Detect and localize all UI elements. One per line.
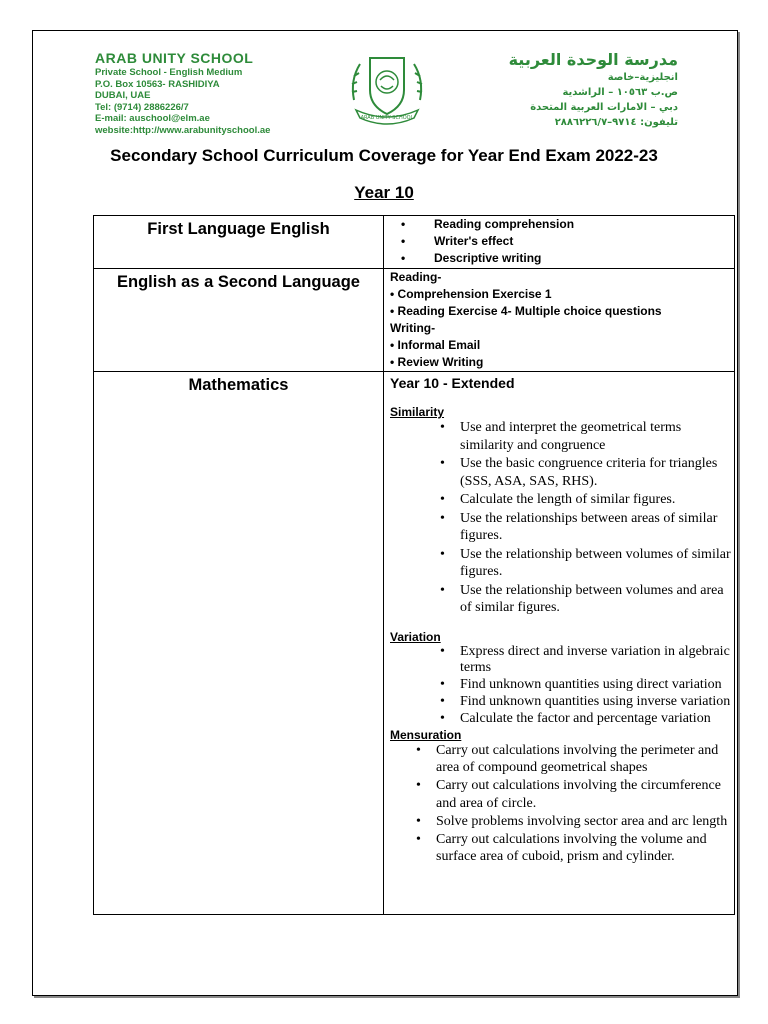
list-item: • Carry out calculations involving the volume and surface area of cuboid, prism and cylinder. [436, 831, 734, 866]
school-name-en: ARAB UNITY SCHOOL [95, 50, 254, 66]
table-row [94, 372, 735, 915]
list-item: • Review Writing [390, 355, 484, 369]
subject-name: First Language English [94, 216, 384, 269]
crest-text: ARAB UNITY SCHOOL [360, 115, 414, 121]
list-item: • Comprehension Exercise 1 [390, 287, 552, 301]
phone-line: Tel: (9714) 2886226/7 [95, 101, 189, 113]
list-item: Writing- [390, 321, 436, 335]
school-name-ar: مدرسة الوحدة العربية [508, 50, 678, 69]
list-item: • Descriptive writing [434, 250, 734, 267]
address-line: DUBAI, UAE [95, 90, 151, 101]
subject-name: Mathematics [94, 372, 384, 915]
arabic-phone-line: تليفون: ٩٧١٤–٢٨٨٦٢٢٦/٧ [554, 117, 678, 128]
list-item: • Express direct and inverse variation in algebraic terms [460, 644, 734, 676]
header-english-block [95, 50, 270, 136]
email-line: E-mail: auschool@elm.ae [95, 113, 210, 124]
list-item: • Writer's effect [434, 233, 734, 250]
document-title: Secondary School Curriculum Coverage for Year End Exam 2022-23 [110, 146, 658, 165]
table-row [94, 269, 735, 372]
curriculum-table [93, 215, 735, 915]
list-item: • Solve problems involving sector area and arc length [436, 813, 734, 831]
list-item: • Find unknown quantities using direct variation [460, 677, 734, 693]
subject-topics [384, 216, 735, 269]
list-item: • Reading Exercise 4- Multiple choice questions [390, 304, 662, 318]
address-line: Private School - English Medium [95, 67, 243, 78]
list-item: • Use the relationship between volumes and area of similar figures. [460, 582, 734, 617]
list-item: • Carry out calculations involving the circumference and area of circle. [436, 777, 734, 812]
website-line: website:http://www.arabunityschool.ae [95, 124, 271, 136]
subject-topics [384, 269, 735, 372]
list-item: • Reading comprehension [434, 216, 734, 233]
arabic-line: انجليزية–خاصة [607, 72, 678, 83]
address-line: P.O. Box 10563- RASHIDIYA [95, 78, 220, 90]
subject-topics [384, 372, 735, 915]
list-item: • Calculate the factor and percentage variation [460, 711, 734, 727]
arabic-line: ص.ب ١٠٥٦٣ – الراشدية [562, 87, 678, 98]
header-arabic-block [509, 50, 678, 130]
list-item: • Use the relationship between volumes of similar figures. [460, 546, 734, 581]
list-item: Reading- [390, 270, 442, 284]
section-title: Variation [390, 629, 441, 644]
table-row [94, 216, 735, 269]
school-crest-icon [348, 50, 426, 126]
arabic-line: دبي – الامارات العربية المتحدة [530, 102, 678, 113]
list-item: • Use the basic congruence criteria for triangles (SSS, ASA, SAS, RHS). [460, 455, 734, 490]
section-title: Mensuration [390, 727, 462, 742]
math-heading: Year 10 - Extended [390, 375, 515, 391]
year-heading: Year 10 [354, 183, 414, 202]
list-item: • Use the relationships between areas of similar figures. [460, 510, 734, 545]
section-title: Similarity [390, 405, 445, 419]
subject-name: English as a Second Language [94, 269, 384, 372]
list-item: • Calculate the length of similar figures. [460, 491, 734, 509]
list-item: • Carry out calculations involving the perimeter and area of compound geometrical shapes [436, 742, 734, 777]
list-item: • Informal Email [390, 338, 481, 352]
list-item: • Use and interpret the geometrical terms similarity and congruence [460, 419, 734, 454]
list-item: • Find unknown quantities using inverse variation [460, 694, 734, 710]
